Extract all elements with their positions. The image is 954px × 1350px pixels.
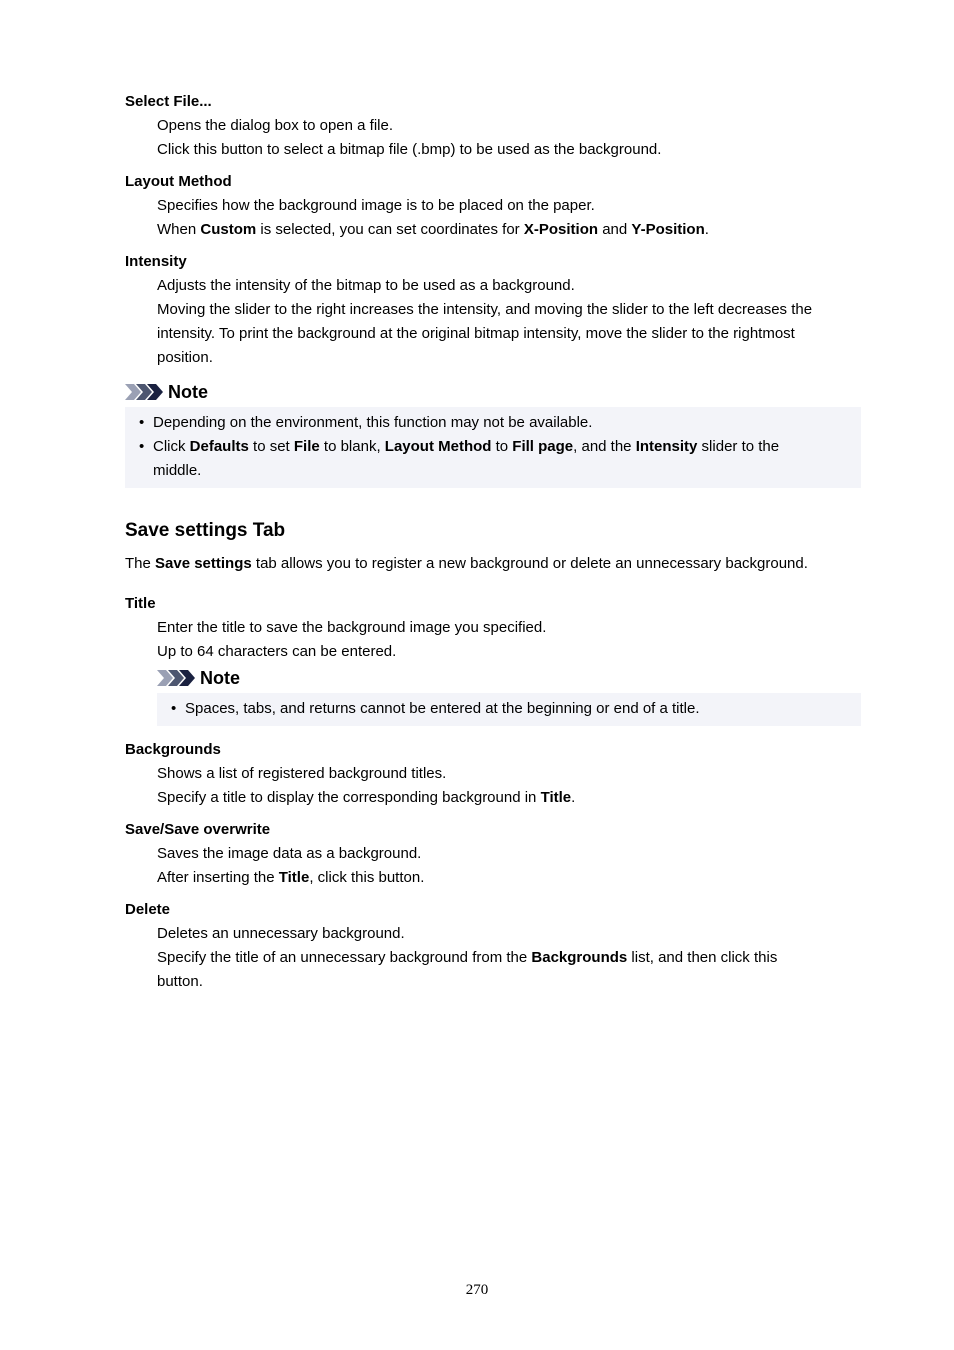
intensity-desc-4: position. bbox=[157, 349, 213, 366]
note-item: • Click Defaults to set File to blank, Layout Method to Fill page, and the Intensity slider to the bbox=[139, 438, 780, 455]
page-number: 270 bbox=[465, 1282, 489, 1298]
note-heading bbox=[157, 667, 240, 689]
note-arrows-icon bbox=[125, 384, 163, 400]
term-save-overwrite: Save/Save overwrite bbox=[125, 821, 271, 838]
bullet-icon: • bbox=[171, 700, 177, 717]
intensity-desc-2: Moving the slider to the right increases the intensity, and moving the slider to the left decreases the bbox=[157, 301, 813, 318]
term-title: Title bbox=[125, 595, 156, 612]
layout-method-desc-2: When Custom is selected, you can set coordinates for X-Position and Y-Position. bbox=[157, 221, 709, 238]
term-backgrounds: Backgrounds bbox=[125, 741, 221, 758]
note-box bbox=[125, 407, 861, 488]
save-overwrite-desc-1: Saves the image data as a background. bbox=[157, 845, 422, 862]
term-delete: Delete bbox=[125, 901, 171, 918]
delete-desc-1: Deletes an unnecessary background. bbox=[157, 925, 405, 942]
layout-method-desc-1: Specifies how the background image is to be placed on the paper. bbox=[157, 197, 595, 214]
title-desc-1: Enter the title to save the background image you specified. bbox=[157, 619, 547, 636]
section-heading: Save settings Tab bbox=[125, 520, 286, 541]
note-item: • Spaces, tabs, and returns cannot be entered at the beginning or end of a title. bbox=[171, 700, 700, 717]
intensity-desc-3: intensity. To print the background at the original bitmap intensity, move the slider to the rightmost bbox=[157, 325, 795, 342]
term-select-file: Select File... bbox=[125, 93, 212, 110]
note-arrows-icon bbox=[157, 670, 195, 686]
note-item: • Depending on the environment, this function may not be available. bbox=[139, 414, 593, 431]
term-intensity: Intensity bbox=[125, 253, 187, 270]
intensity-desc-1: Adjusts the intensity of the bitmap to be used as a background. bbox=[157, 277, 575, 294]
bullet-icon: • bbox=[139, 438, 145, 455]
section-intro: The Save settings tab allows you to register a new background or delete an unnecessary background. bbox=[125, 555, 808, 572]
select-file-desc-1: Opens the dialog box to open a file. bbox=[157, 117, 394, 134]
note-heading bbox=[125, 381, 208, 403]
backgrounds-desc-2: Specify a title to display the corresponding background in Title. bbox=[157, 789, 576, 806]
delete-desc-3: button. bbox=[157, 973, 203, 990]
bullet-icon: • bbox=[139, 414, 145, 431]
note-label: Note bbox=[168, 382, 208, 402]
select-file-desc-2: Click this button to select a bitmap file (.bmp) to be used as the background. bbox=[157, 141, 662, 158]
title-desc-2: Up to 64 characters can be entered. bbox=[157, 643, 397, 660]
save-overwrite-desc-2: After inserting the Title, click this button. bbox=[157, 869, 425, 886]
delete-desc-2: Specify the title of an unnecessary background from the Backgrounds list, and then click this bbox=[157, 949, 778, 966]
term-layout-method: Layout Method bbox=[125, 173, 232, 190]
backgrounds-desc-1: Shows a list of registered background titles. bbox=[157, 765, 447, 782]
note-item-continuation: middle. bbox=[153, 462, 202, 479]
note-label: Note bbox=[200, 668, 240, 688]
note-box bbox=[157, 693, 861, 726]
